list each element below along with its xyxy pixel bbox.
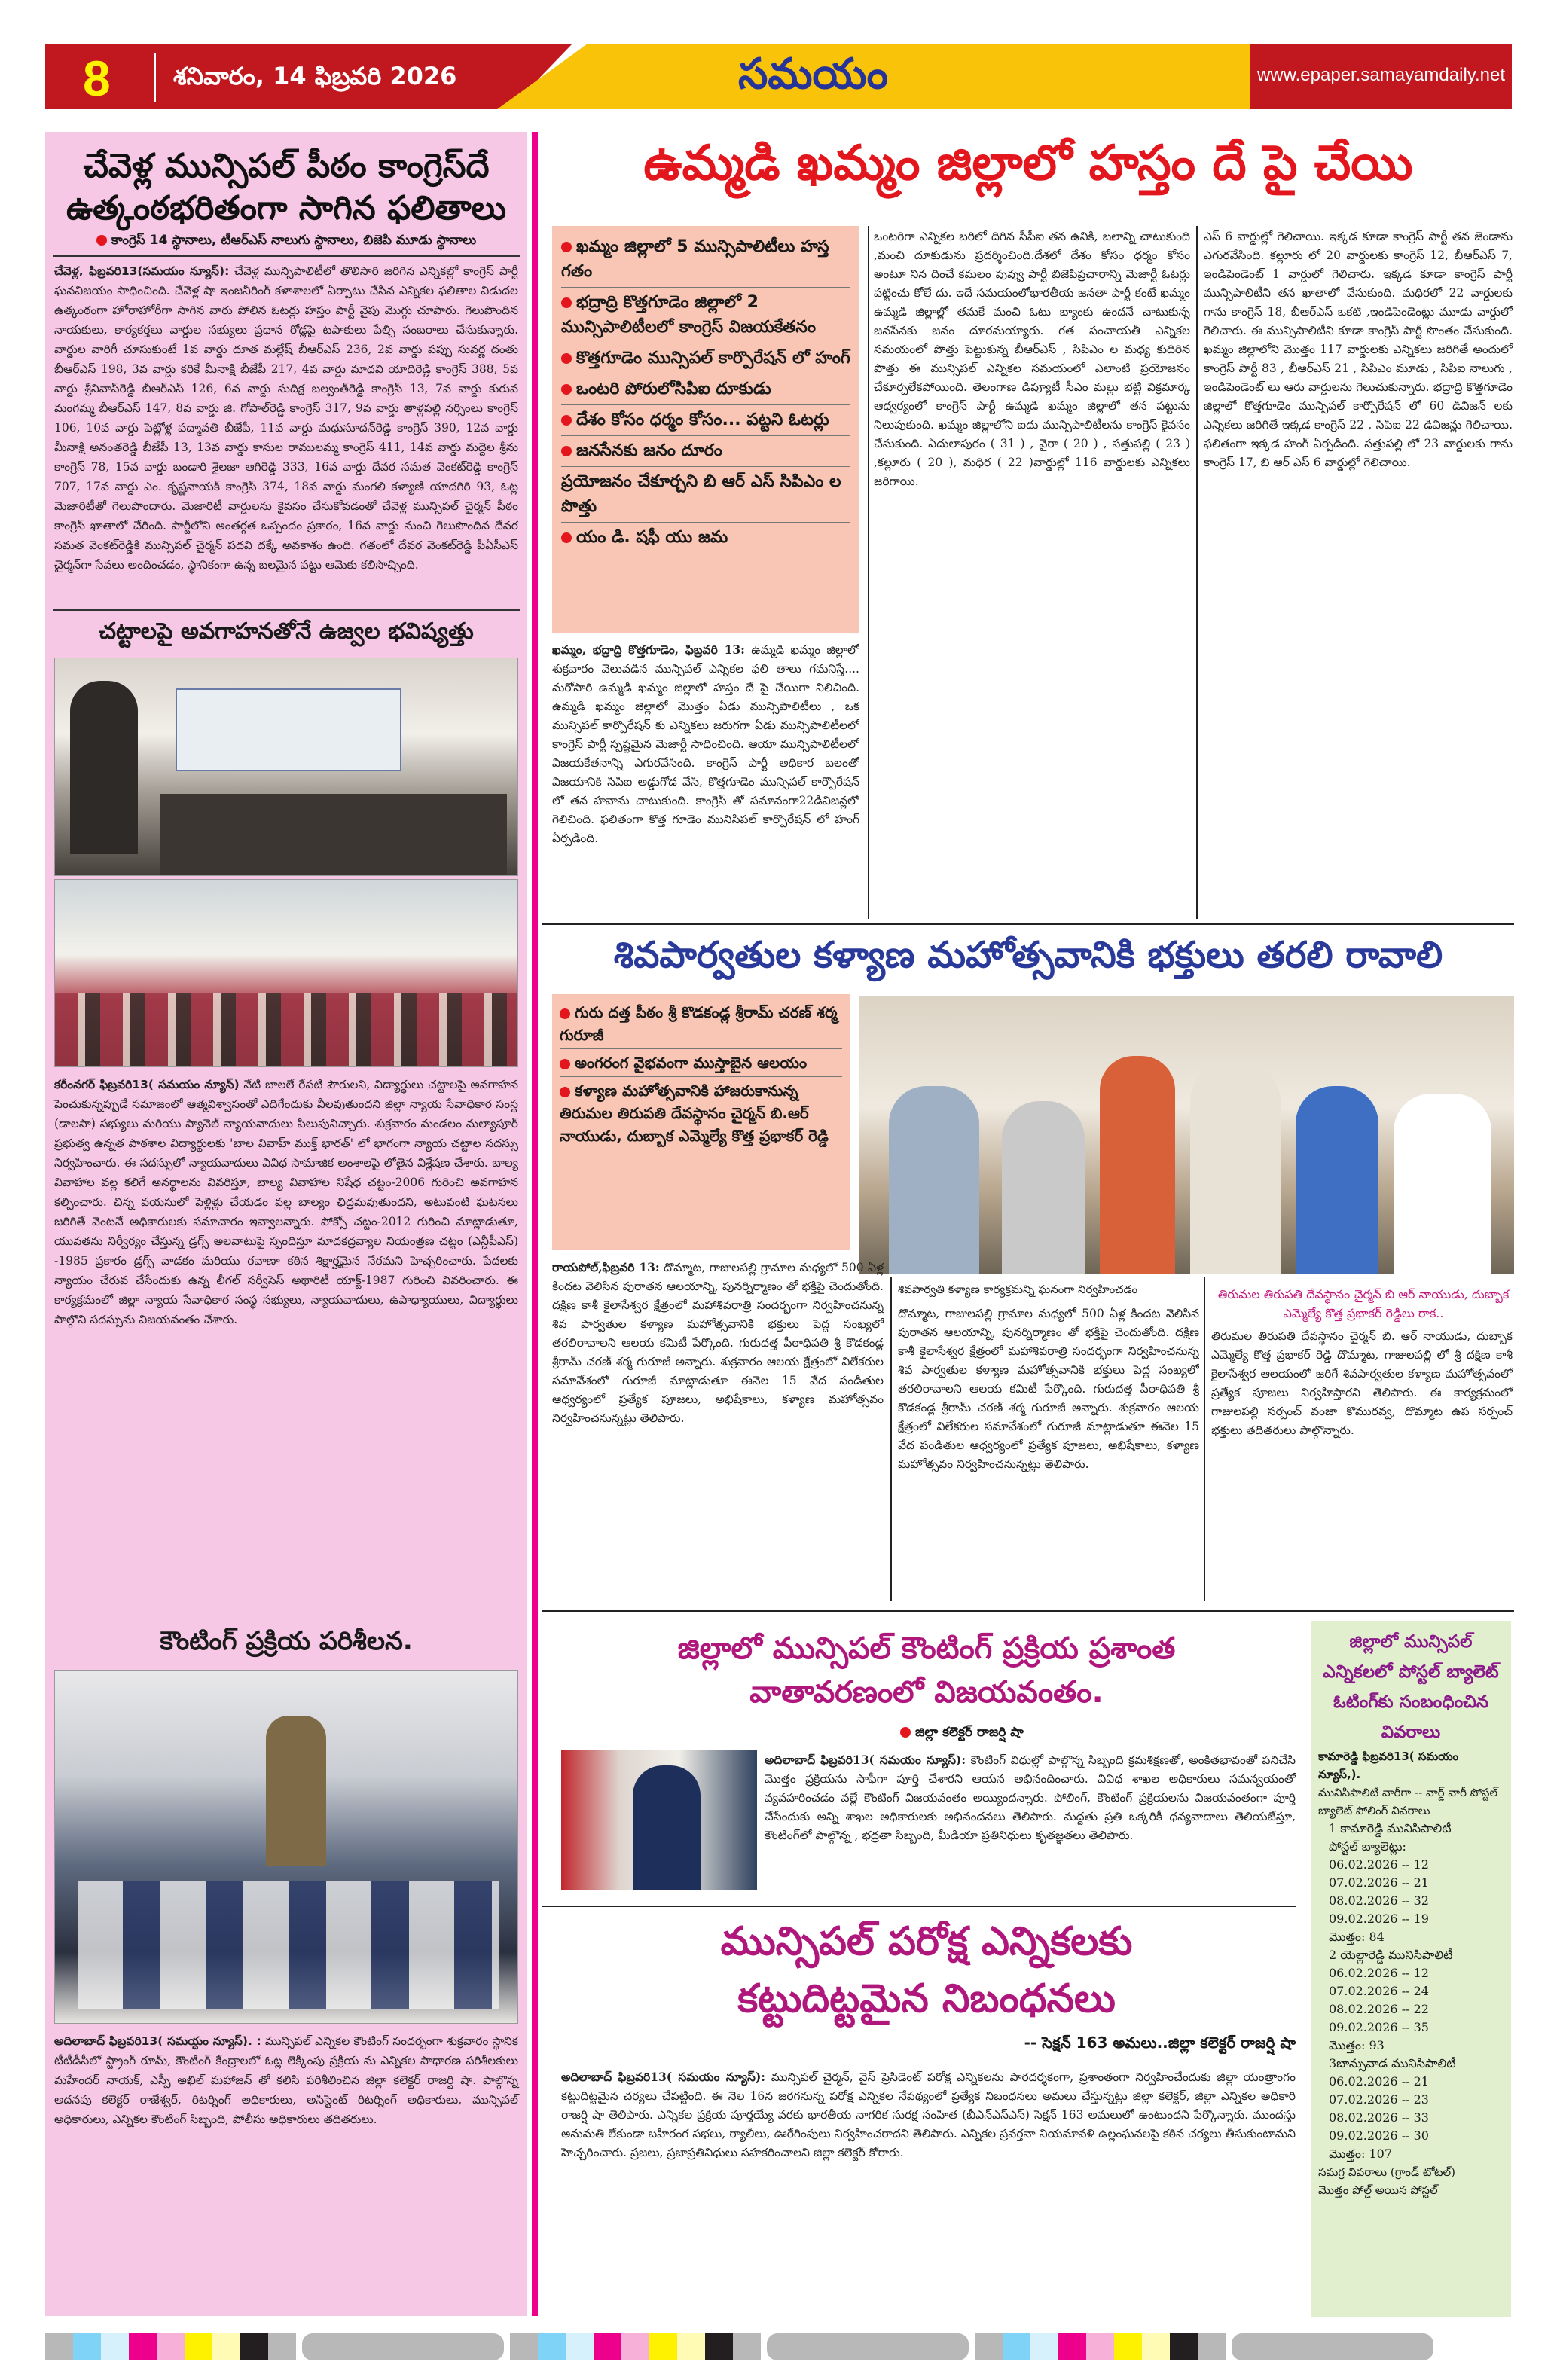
municipality-total: మొత్తం: 107 [1329,2147,1393,2161]
highlight-text: కళ్యాణ మహోత్సవానికి హాజరుకానున్న తిరుమల తిరుపతి దేవస్థానం చైర్మన్ బి.ఆర్ నాయుడు, దుబ్బాక ఎమ్మెల్యే కొత్త ప్రభాకర్ రెడ్డి [560,1082,829,1145]
highlight-text: అంగరంగ వైభవంగా ముస్తాబైన ఆలయం [575,1054,808,1072]
body-text: నేటి బాలలే రేపటి పౌరులని, విద్యార్థులు చట్టాలపై అవగాహన పెంచుకున్నప్పుడే సమాజంలో ఆత్మవిశ్వాసంతో ఎదిగేందుకు వీలవుతుందని జిల్లా న్యాయ సేవాధికార సంస్థ (డాలసా) సభ్యులు మరియు ప్యానెల్ న్యాయవాదులు పిలుపునిచ్చారు. శుక్రవారం మండలం మల్యాపూర్ ప్రభుత్వ ఉన్నత పాఠశాల విద్యార్థులకు 'బాల వివాహ్ ముక్త్ భారత్' లో భాగంగా న్యాయ చట్టాల సదస్సు నిర్వహించారు. ఈ సదస్సులో న్యాయవాదులు వివిధ సామాజిక అంశాలపై లోతైన విశ్లేషణ చేశారు. బాల్య వివాహాల వల్ల కలిగే అనర్థాలను వివరిస్తూ, బాల్య వివాహాల నిషేధ చట్టం-2006 గురించి అవగాహన కల్పించారు. చిన్న వయసులో పెళ్లిళ్లు చేయడం వల్ల బాల్యం ఛిద్రమవుతుందని, అటువంటి ఘటనలు జరిగితే వెంటనే అధికారులకు సమాచారం ఇవ్వాలన్నారు. పోక్సో చట్టం-2012 గురించి మాట్లాడుతూ, యువతను నిర్వీర్యం చేస్తున్న డ్రగ్స్ అలవాటుపై స్పందిస్తూ మాదకద్రవ్యాల నియంత్రణ చట్టం (ఎన్డీపీఎస్) -1985 ప్రకారం డ్రగ్స్ వాడకం మరియు రవాణా కఠిన శిక్షార్హమైన నేరమని హెచ్చరించారు. పేదలకు న్యాయం చేరువ చేసేందుకు ఉన్న లీగల్ సర్వీసెస్ అథారిటీ యాక్ట్-1987 గురించి వివరించారు. ఈ కార్యక్రమంలో జిల్లా న్యాయ సేవాధికార సంస్థ సభ్యులు, న్యాయవాదులు, ఉపాధ్యాయులు, విద్యార్థులు పాల్గొని సదస్సును విజయవంతం చేశారు. [54,1078,518,1326]
person-figure [1100,1056,1175,1274]
municipality-name: 2 యెల్లారెడ్డి మునిసిపాలిటీ [1329,1948,1453,1962]
bullet-icon [560,1008,570,1019]
bullet-icon [560,1087,570,1097]
bullet-icon [96,235,107,246]
ballot-count-row: 07.02.2026 -- 24 [1329,1984,1429,1998]
section-divider [542,923,1514,925]
highlight-item [560,999,842,1049]
headline-line: వాతావరణంలో విజయవంతం. [749,1675,1104,1710]
color-swatch [566,2333,594,2360]
newspaper-logo: సమయం [738,50,888,99]
headline-line: కట్టుదిట్టమైన నిబంధనలు [737,1976,1116,2021]
rules-headline [557,1913,1296,2028]
byline [561,523,850,553]
article-chevella [45,132,527,609]
color-swatch [705,2333,733,2360]
column-divider [1204,1277,1205,1601]
temple-photo [859,996,1514,1274]
counting-body [765,1750,1296,1901]
person-figure [889,1086,979,1274]
gray-pill [767,2333,969,2360]
headline-line: ఉత్కంఠభరితంగా సాగిన ఫలితాలు [66,189,507,227]
color-swatch [129,2333,157,2360]
color-swatch [45,2333,73,2360]
municipality-total: మొత్తం: 93 [1329,2038,1385,2052]
color-swatch [157,2333,185,2360]
grand-total-text: మొత్తం పోల్డ్ అయిన పోస్టల్ [1318,2183,1438,2197]
column-divider [868,226,869,919]
body-text: ఉమ్మడి ఖమ్మం జిల్లాలో శుక్రవారం వెలువడిన మున్సిపల్ ఎన్నికల ఫలి తాలు గమనిస్తే.... మరోసారి ఉమ్మడి ఖమ్మం జిల్లాలో హస్తం దే పై చేయిగా నిలిచింది. ఉమ్మడి ఖమ్మం జిల్లాలో మొత్తం ఏడు మున్సిపాలిటీలు , ఒక మున్సిపల్ కార్పొరేషన్ కు ఎన్నికలు జరుగగా ఏడు మున్సిపాలిటీలలో కాంగ్రెస్ పార్టీ స్పష్టమైన మెజార్టీ సాధించింది. ఆయా మున్సిపాలిటీలలో విజయకేతనాన్ని ఎగురవేసింది. కాంగ్రెస్ పార్టీ అధికార బలంతో విజయానికి సిపిఐ అడ్డుగోడ వేసి, కొత్తగూడెం మున్సిపల్ కార్పొరేషన్ లో తన హవాను చాటుకుంది. కాంగ్రెస్ తో సమానంగా22డివిజన్లలో గెలిచింది. ఫలితంగా కొత్త గూడెం మునిసిపల్ కార్పొరేషన్ లో హంగ్ ఏర్పడింది. [552,643,859,845]
color-swatch [185,2333,212,2360]
bullet-icon [561,384,572,395]
speaker-figure [70,681,138,854]
counting-photo [54,1670,518,2024]
person-figure [1296,1086,1378,1274]
municipality-name: 3బాన్సువాడ మునిసిపాలిటీ [1329,2056,1456,2070]
grand-total-label: సమగ్ర వివరాలు (గ్రాండ్ టోటల్) [1318,2165,1456,2179]
highlight-text: కొత్తగూడెం మున్సిపల్ కార్పొరేషన్ లో హంగ్ [576,349,850,368]
ballot-count-row: 09.02.2026 -- 30 [1329,2128,1429,2143]
bullet-icon [561,446,572,456]
highlight-item [560,1049,842,1077]
color-swatch [212,2333,240,2360]
subhead-text: కాంగ్రెస్ 14 స్థానాలు, టీఆర్ఎస్ నాలుగు స్థానాలు, బిజెపి మూడు స్థానాలు [111,233,477,248]
dateline: కరీంనగర్ ఫిబ్రవరి13( సమయం న్యూస్) [54,1078,240,1091]
color-swatch [594,2333,621,2360]
khammam-col-2: ఒంటరిగా ఎన్నికల బరిలో దిగిన సీపీఐ తన ఉనికి, బలాన్ని చాటుకుంది ,మంచి దూకుడును ప్రదర్శించింది.దేశలో దేశం కోసం ధర్మం కోసం అంటూ నిన దించే కమలం పువ్వు పార్టీ బిజెపిప్రచారాన్ని మెజార్టీ ఓటర్లు పట్టించు కోలే దు. ఇదే సమయంలోభారతీయ జనతా పార్టీ కంటే ఖమ్మం ఉమ్మడి జిల్లాల్లో తమకే మంచి ఓటు బ్యాంకు ఉందనే చాటుకున్న జనసేనకు జనం దూరమయ్యారు. గత పంచాయతీ ఎన్నికల సమయంలో పొత్తు పెట్టుకున్న బీఆర్ఎస్ , సిపిఎం ల మధ్య కుదిరిన పొత్తు ఈ మున్సిపల్ ఎన్నికల సమయంలో ఎలాంటి ప్రయోజనం చేకూర్చలేకపోయింది. తెలంగాణ డిప్యూటీ సీఎం మల్లు భట్టి విక్రమార్క ఆధ్వర్యంలో కాంగ్రెస్ పార్టీ ఉమ్మడి ఖమ్మం జిల్లాలో తన పట్టును నిలుపుకుంది. ఖమ్మం జిల్లాలోని ఐదు మున్సిపాలిటీలను కాంగ్రెస్ కైవసం చేసుకుంది. ఏదులాపురం ( 31 ) , వైరా ( 20 ) , సత్తుపల్లి ( 23 ) ,కల్లూరు ( 20 ), మధిర ( 22 )వార్డుల్లో 116 వార్డులకు ఎన్నికలు జరిగాయి. [874,230,1190,488]
municipality-name: 1 కామారెడ్డి మునిసిపాలిటీ [1329,1821,1452,1835]
ballot-count-row: 06.02.2026 -- 21 [1329,2074,1429,2089]
color-swatch [733,2333,761,2360]
color-swatch [1086,2333,1114,2360]
headline-line: జిల్లాలో మున్సిపల్ కౌంటింగ్ ప్రక్రియ ప్రశాంత [677,1631,1176,1666]
ballot-count-row: 08.02.2026 -- 22 [1329,2002,1429,2016]
color-swatch [1058,2333,1086,2360]
color-swatch [1003,2333,1030,2360]
color-swatch [101,2333,129,2360]
body-text: మున్సిపల్ ఎన్నికల కౌంటింగ్ సందర్భంగా శుక్రవారం స్థానిక టీటీడీసీలో స్ట్రాంగ్ రూమ్, కౌంటింగ్ కేంద్రాలలో ఓట్ల లెక్కింపు ప్రక్రియ ను ఎన్నికల సాధారణ పరిశీలకులు మహేందర్ నాయక్, ఎస్పీ అఖిల్ మహాజన్ తో కలిసి పరిశీలించిన జిల్లా కలెక్టర్ రాజర్షి షా. పాల్గొన్న అదనపు కలెక్టర్ రాజేశ్వర్, రిటర్నింగ్ అధికారులు, అసిస్టెంట్ రిటర్నింగ్ అధికారులు, మున్సిపల్ అధికారులు, ఎన్నికల కౌంటింగ్ సిబ్బంది, పోలీసు అధికారులు తదితరులు. [54,2034,518,2126]
municipality-list [1318,1820,1504,2163]
temple-col-3: తిరుమల తిరుపతి దేవస్థానం చైర్మన్ బి. ఆర్ నాయుడు, దుబ్బాక ఎమ్మెల్యే కొత్త ప్రభాకర్ రెడ్డి దొమ్మాట, గాజులపల్లి లో శ్రీ దక్షిణ కాశీ కైలాసేశ్వర ఆలయంలో జరిగే శివపార్వతుల కళ్యాణ మహోత్సవంలో ప్రత్యేక పూజలు నిర్వహిస్తారని తెలిపారు. ఈ కార్యక్రమంలో గాజులపల్లి సర్పంచ్ వంజా కొమురవ్వ, దొమ్మాట ఉప సర్పంచ్ భక్తులు తదితరులు పాల్గొన్నారు. [1211,1329,1513,1437]
rules-subhead: -- సెక్షన్ 163 అమలు..జిల్లా కలెక్టర్ రాజర్షి షా [1024,2034,1296,2052]
article-subhead [53,230,520,257]
color-swatch [621,2333,649,2360]
counting-tables-graphic [78,1881,499,2009]
color-swatch [240,2333,268,2360]
person-figure [1190,1063,1281,1274]
postal-ballot-box [1311,1621,1511,2317]
bullet-icon [900,1727,911,1738]
color-swatch [538,2333,566,2360]
postal-intro: మునిసిపాలిటీ వారీగా -- వార్డ్ వారీ పోస్టల్ బ్యాలెట్ పోలింగ్ వివరాలు [1318,1786,1498,1817]
article-counting-observation [45,1619,527,2194]
lead-headline: ఉమ్మడి ఖమ్మం జిల్లాలో హస్తం దే పై చేయి [643,136,1413,191]
highlight-text: ఖమ్మం జిల్లాలో 5 మున్సిపాలిటీలు హస్త గతం [561,237,829,281]
bullet-icon [561,353,572,364]
municipality-total: మొత్తం: 84 [1329,1930,1385,1944]
highlight-item [561,374,850,405]
gray-pill [302,2333,504,2360]
khammam-col-1 [552,640,859,919]
left-column [45,132,527,2316]
masthead [45,44,1512,109]
event-photo-students [54,879,518,1067]
epaper-url-link[interactable]: www.epaper.samayamdaily.net [1256,65,1506,85]
article-headline [45,132,527,230]
bullet-icon [561,532,572,543]
municipality-sub: పోస్టల్ బ్యాలెట్లు: [1329,1839,1406,1854]
highlight-text: గురు దత్త పీఠం శ్రీ కొడకండ్ల శ్రీరామ్ చరణ్ శర్మ గురూజీ [560,1003,838,1044]
photo-caption-left: శివపార్వతి కళ్యాణ కార్యక్రమన్ని ఘనంగా నిర్వహించడం [898,1283,1138,1296]
article-body [45,1070,527,1619]
dateline: అదిలాబాద్ ఫిబ్రవరి13( సమయ్దం న్యూస్). : [54,2034,261,2048]
highlight-text: దేశం కోసం ధర్మం కోసం... పట్టని ఓటర్లు [576,410,829,429]
color-swatch [1170,2333,1198,2360]
postal-title: జిల్లాలో మున్సిపల్ ఎన్నికలలో పోస్టల్ బ్యాలెట్ ఓటింగ్‌కు సంబంధించిన వివరాలు [1323,1632,1499,1742]
bullet-icon [561,298,572,308]
temple-highlights-box [552,994,850,1250]
edition-date: శనివారం, 14 ఫిబ్రవరి 2026 [173,62,457,90]
byline-text: యం డి. షఫీ యు జమ [576,528,728,547]
banner-graphic [176,688,401,771]
highlight-text: ఒంటరి పోరులోసిపిఐ దూకుడు [576,380,771,398]
highlights-box [552,226,859,633]
temple-col-2: దొమ్మాట, గాజులపల్లి గ్రామాల మధ్యలో 500 ఏళ్ల కిందట వెలిసిన పురాతన ఆలయాన్ని, పునర్నిర్మాణం తో భక్తిపై చెందుతోంది. దక్షిణ కాశీ కైలాసేశ్వర క్షేత్రంలో మహాశివరాత్రి సందర్భంగా నిర్వహించనున్న శివ పార్వతుల కళ్యాణ మహోత్సవానికి భక్తులు పెద్ద సంఖ్యలో తరలిరావాలని ఆలయ కమిటీ పేర్కొంది. గురుదత్త పీఠాధిపతి శ్రీ కొడకండ్ల శ్రీరామ్ చరణ్ శర్మ గురూజీ అన్నారు. శుక్రవారం ఆలయ క్షేత్రంలో విలేకరుల సమావేశంలో గురూజీ మాట్లాడుతూ ఈనెల 15 వేద పండితుల ఆధ్వర్యంలో ప్రత్యేక పూజలు, అభిషేకాలు, కళ్యాణ మహోత్సవం నిర్వహించనున్నట్లు తెలిపారు. [898,1307,1199,1471]
students-row-graphic [55,993,518,1067]
bullet-icon [561,242,572,252]
highlight-text: భద్రాద్రి కొత్తగూడెం జిల్లాలో 2 మున్సిపాలిటీలలో కాంగ్రెస్ విజయకేతనం [561,293,816,337]
ballot-count-row: 09.02.2026 -- 35 [1329,2020,1429,2034]
dateline: అదిలాబాద్ ఫిబ్రవరి13( సమయం న్యూస్): [765,1753,966,1767]
event-photo-stage [54,658,518,876]
temple-col-1 [552,1258,884,1597]
bullet-icon [560,1059,570,1069]
ballot-count-row: 06.02.2026 -- 12 [1329,1857,1429,1872]
temple-headline: శివపార్వతుల కళ్యాణ మహోత్సవానికి భక్తులు తరలి రావాలి [613,934,1443,976]
body-text: దొమ్మాట, గాజులపల్లి గ్రామాల మధ్యలో 500 ఏళ్ల కిందట వెలిసిన పురాతన ఆలయాన్ని, పునర్నిర్మాణం తో భక్తిపై చెందుతోంది. దక్షిణ కాశీ కైలాసేశ్వర క్షేత్రంలో మహాశివరాత్రి సందర్భంగా నిర్వహించనున్న శివ పార్వతుల కళ్యాణ మహోత్సవానికి భక్తులు పెద్ద సంఖ్యలో తరలిరావాలని ఆలయ కమిటీ పేర్కొంది. గురుదత్త పీఠాధిపతి శ్రీ కొడకండ్ల శ్రీరామ్ చరణ్ శర్మ గురూజీ అన్నారు. శుక్రవారం ఆలయ క్షేత్రంలో విలేకరుల సమావేశంలో గురూజీ మాట్లాడుతూ ఈనెల 15 వేద పండితుల ఆధ్వర్యంలో ప్రత్యేక పూజలు, అభిషేకాలు, కళ్యాణ మహోత్సవం నిర్వహించనున్నట్లు తెలిపారు. [552,1261,884,1425]
body-text: చేవెళ్ల మున్సిపాలిటీలో తొలిసారి జరిగిన ఎన్నికల్లో కాంగ్రెస్ పార్టీ ఘనవిజయం సాధించింది. చేవెళ్ల షా ఇంజనీరింగ్ కళాశాలలో ఏర్పాటు చేసిన ఎన్నికల ఫలితాల విడుదల ఉత్కంఠంగా హోరాహోరీగా సాగిన వారు పోలిన ఓటర్లు హస్తం పార్టీ వైపు మొగ్గు చూపారు. గెలుపొందిన నాయకులు, కార్యకర్తలు వార్డుల సభ్యులు ప్రధాన రోడ్లపై టపాకులు పేల్చి సంబరాలు చేసుకున్నారు. వార్డుల వారిగీ చూసుకుంటే 1వ వార్డు దూత మల్లేష్ బీఆర్ఎస్ 236, 2వ వార్డు పప్పు సువర్ణ దంతు బీఆర్ఎస్ 198, 3వ వార్డు కరికే మీనాక్షి బీజేపీ 217, 4వ వార్డు మాధవి యాదిరెడ్డి కాంగ్రెస్ 388, 5వ వార్డు శ్రీనివాస్‌రెడ్డి బీఆర్ఎస్ 126, 6వ వార్డు సుదిక్ష బల్వంత్‌రెడ్డి కాంగ్రెస్ 13, 7వ వార్డు కురువ మంగమ్మ బీఆర్ఎస్ 147, 8వ వార్డు జి. గోపాల్‌రెడ్డి కాంగ్రెస్ 317, 9వ వార్డు తాళ్లపల్లి నర్సింలు కాంగ్రెస్ 106, 10వ వార్డు పెట్లోళ్ల పద్మావతి బీజేపీ, 11వ వార్డు మధుసూదన్‌రెడ్డి కాంగ్రెస్ 390, 12వ వార్డు మీనాక్షి అనంతరెడ్డి బీజేపీ 13, 13వ వార్డు కాసుల రాములమ్మ కాంగ్రెస్ 411, 14వ వార్డు మద్దెల శ్రీను కాంగ్రెస్ 78, 15వ వార్డు బండారి శైలజా ఆగిరెడ్డి 333, 16వ వార్డు దేవర సమత వెంకట్‌రెడ్డి కాంగ్రెస్ 707, 17వ వార్డు ఎం. కృష్ణనాయక్ కాంగ్రెస్ 374, 18వ వార్డు మంగలి కళ్యాణి యాదగిరి 93, ఓట్ల మెజారిటీతో గెలుపొందారు. మెజారిటీ వార్డులను కైవసం చేసుకోవడంతో చేవెళ్ల మున్సిపల్ చైర్మన్ పీఠం కాంగ్రెస్ ఖాతాలో చేరింది. పార్టీలోని అంతర్గత ఒప్పందం ప్రకారం, 16వ వార్డు నుంచి గెలుపొందిన దేవర సమత వెంకట్‌రెడ్డికి మున్సిపల్ చైర్మన్ పదవి దక్కే అవకాశం ఉంది. గతంలో దేవర వెంకట్‌రెడ్డి పీఏసీఎస్ చైర్మన్‌గా సేవలు అందించడం, స్థానికంగా ఉన్న బలమైన పట్టు ఆమెకు కలిసొచ్చింది. [54,264,518,572]
dateline: రాయపోల్,ఫిబ్రవరి 13: [552,1260,660,1274]
article-headline: కౌంటింగ్ ప్రక్రియ పరిశీలన. [160,1626,413,1656]
color-swatch [649,2333,677,2360]
highlight-item [561,467,850,523]
section-divider [542,1610,1514,1612]
color-swatch [268,2333,296,2360]
article-body [45,257,527,609]
ballot-count-row: 08.02.2026 -- 33 [1329,2110,1429,2125]
column-divider [1196,226,1198,919]
byline-text: జిల్లా కలెక్టర్ రాజర్షి షా [915,1725,1024,1740]
color-swatch [1114,2333,1142,2360]
highlight-item [561,232,850,288]
color-swatch [73,2333,101,2360]
counting-byline [900,1725,1024,1744]
color-swatch [1198,2333,1226,2360]
photo-caption-right: తిరుమల తిరుపతి దేవస్థానం చైర్మన్ బి ఆర్ నాయుడు, దుబ్బాక ఎమ్మెల్యే కొత్త ప్రభాకర్ రెడ్డిలు రాక.. [1217,1287,1510,1320]
collector-figure [633,1765,701,1890]
person-figure [1002,1101,1085,1274]
section-divider [542,1906,1296,1907]
dateline: ఖమ్మం, భద్రాద్రి కొత్తగూడెం, ఫిబ్రవరి 13: [552,642,745,657]
gray-pill [1232,2333,1433,2360]
ballot-count-row: 09.02.2026 -- 19 [1329,1912,1429,1926]
dateline: అదిలాబాద్ ఫిబ్రవరి13( సమయం న్యూస్): [561,2070,765,2084]
dateline: చేవెళ్ల, ఫిబ్రవరి13(సమయం న్యూస్): [54,264,230,278]
masthead-divider [154,53,156,102]
color-swatch [975,2333,1003,2360]
column-divider [890,1277,892,1601]
article-body [45,2027,527,2194]
highlight-text: ప్రయోజనం చేకూర్చని బి ఆర్ ఎస్ సిపిఎం ల పొత్తు [561,472,841,516]
rules-body [561,2067,1296,2316]
ballot-count-row: 08.02.2026 -- 32 [1329,1893,1429,1908]
headline-line: చేవెళ్ల మున్సిపల్ పీఠం కాంగ్రెస్‌దే [83,147,490,185]
collector-photo [561,1750,757,1890]
highlight-text: జనసేనకు జనం దూరం [576,441,722,460]
article-headline: చట్టాలపై అవగాహనతోనే ఉజ్వల భవిష్యత్తు [53,609,520,654]
counting-headline [557,1627,1296,1714]
color-swatch [1030,2333,1058,2360]
body-text: మున్సిపల్ చైర్మన్, వైస్ ప్రెసిడెంట్ పరోక్ష ఎన్నికలను పారదర్శకంగా, ప్రశాంతంగా నిర్వహించేందుకు జిల్లా యంత్రాంగం కట్టుదిట్టమైన చర్యలు చేపట్టింది. ఈ నెల 16న జరగనున్న పరోక్ష ఎన్నికల నేపథ్యంలో ప్రత్యేక నిబంధనలు అమలు చేస్తున్నట్లు జిల్లా కలెక్టర్, జిల్లా ఎన్నికల అధికారి రాజర్షి షా తెలిపారు. ఎన్నికల ప్రక్రియ పూర్తయ్యే వరకు భారతీయ నాగరిక సురక్ష సంహిత (బీఎన్ఎస్ఎస్) సెక్షన్ 163 అమలులో ఉంటుందని పేర్కొన్నారు. ముందస్తు అనుమతి లేకుండా బహిరంగ సభలు, ర్యాలీలు, ఊరేగింపులు నిర్వహించరాదని తెలిపారు. ఎన్నికల ప్రవర్తనా నియమావళి ఉల్లంఘనలపై కఠిన చర్యలు తీసుకుంటామని హెచ్చరించారు. ప్రజలు, ప్రజాప్రతినిధులు సహకరించాలని జిల్లా కలెక్టర్ కోరారు. [561,2070,1296,2159]
highlight-item [561,288,850,343]
highlight-item [561,405,850,436]
seated-guests-graphic [160,794,507,876]
color-swatch [510,2333,538,2360]
police-officer-figure [266,1716,326,1866]
color-swatch [677,2333,705,2360]
highlight-item [561,436,850,467]
khammam-col-3: ఎస్ 6 వార్డుల్లో గెలిచాయి. ఇక్కడ కూడా కాంగ్రెస్ పార్టీ తన జెండాను ఎగురవేసింది. కల్లూరు లో 20 వార్డులకు కాంగ్రెస్ 12, బీఆర్ఎస్ 7, ఇండిపెండెంట్ 1 వార్డులో గెలిచారు. ఇక్కడ కూడా కాంగ్రెస్ పార్టీ మున్సిపాలిటీని తన ఖాతాలో వేసుకుంది. మధిరలో 22 వార్డులకు గాను కాంగ్రెస్ 18, బీఆర్ఎస్ ఒకటి ,ఇండిపెండెంట్లు మూడు వార్డులో గెలిచారు. ఈ మున్సిపాలిటీని కూడా కాంగ్రెస్ పార్టీ సొంతం చేసుకుంది. ఖమ్మం జిల్లాలోని మొత్తం 117 వార్డులకు ఎన్నికలు జరిగితే అందులో కాంగ్రెస్ పార్టీ 83 , బీఆర్ఎస్ 21 , సిపిఎం మూడు , సిపిఐ నాలుగు , ఇండిపెండెంట్ లు ఆరు వార్డులను గెలుచుకున్నారు. భద్రాద్రి కొత్తగూడెం జిల్లాలో కొత్తగూడెం మున్సిపల్ కార్పొరేషన్ లో 60 డివిజన్ లకు ఎన్నికలు జరిగితే ఇక్కడ కాంగ్రెస్ 22 , సిపిఐ 22 డివిజన్లు గెలిచాయి. ఫలితంగా ఇక్కడ హంగ్ ఏర్పడింది. సత్తుపల్లి లో 23 వార్డులకు గాను కాంగ్రెస్ 17, బి ఆర్ ఎస్ 6 వార్డుల్లో గెలిచాయి. [1204,230,1513,469]
highlight-item [561,343,850,374]
ballot-count-row: 07.02.2026 -- 21 [1329,1875,1429,1890]
article-awareness [45,609,527,1619]
page-number: 8 [83,50,111,106]
ballot-count-row: 06.02.2026 -- 12 [1329,1966,1429,1980]
bullet-icon [561,415,572,426]
highlight-item [560,1077,842,1149]
person-figure [1394,1094,1491,1274]
headline-line: మున్సిపల్ పరోక్ష ఎన్నికలకు [720,1919,1133,1964]
dateline: కామారెడ్డి ఫిబ్రవరి13( సమయం న్యూస్,). [1318,1750,1459,1781]
ballot-count-row: 07.02.2026 -- 23 [1329,2092,1429,2107]
print-registration-bar [45,2333,1439,2360]
body-text: కౌంటింగ్ విధుల్లో పాల్గొన్న సిబ్బంది క్రమశిక్షణతో, అంకితభావంతో పనిచేసి మొత్తం ప్రక్రియను సాఫీగా పూర్తి చేశారని ఆయన అభినందించారు. వివిధ శాఖల అధికారులు సమన్వయంతో వ్యవహరించడం వల్లే కౌంటింగ్ విజయవంతం అయ్యిందన్నారు. పోలింగ్, కౌంటింగ్ ప్రక్రియలను విజయవంతంగా పూర్తి చేసేందుకు అన్ని శాఖల అధికారులకు అభినందనలు తెలిపారు. మద్దతు ప్రతి ఒక్కరికీ ధన్యవాదాలు తెలియజేస్తూ, కౌంటింగ్‌లో పాల్గొన్న , భద్రతా సిబ్బంది, మీడియా ప్రతినిధులు కృతజ్ఞతలు తెలిపారు. [765,1753,1296,1842]
magenta-column-rule [532,132,538,2316]
color-swatch [1142,2333,1170,2360]
